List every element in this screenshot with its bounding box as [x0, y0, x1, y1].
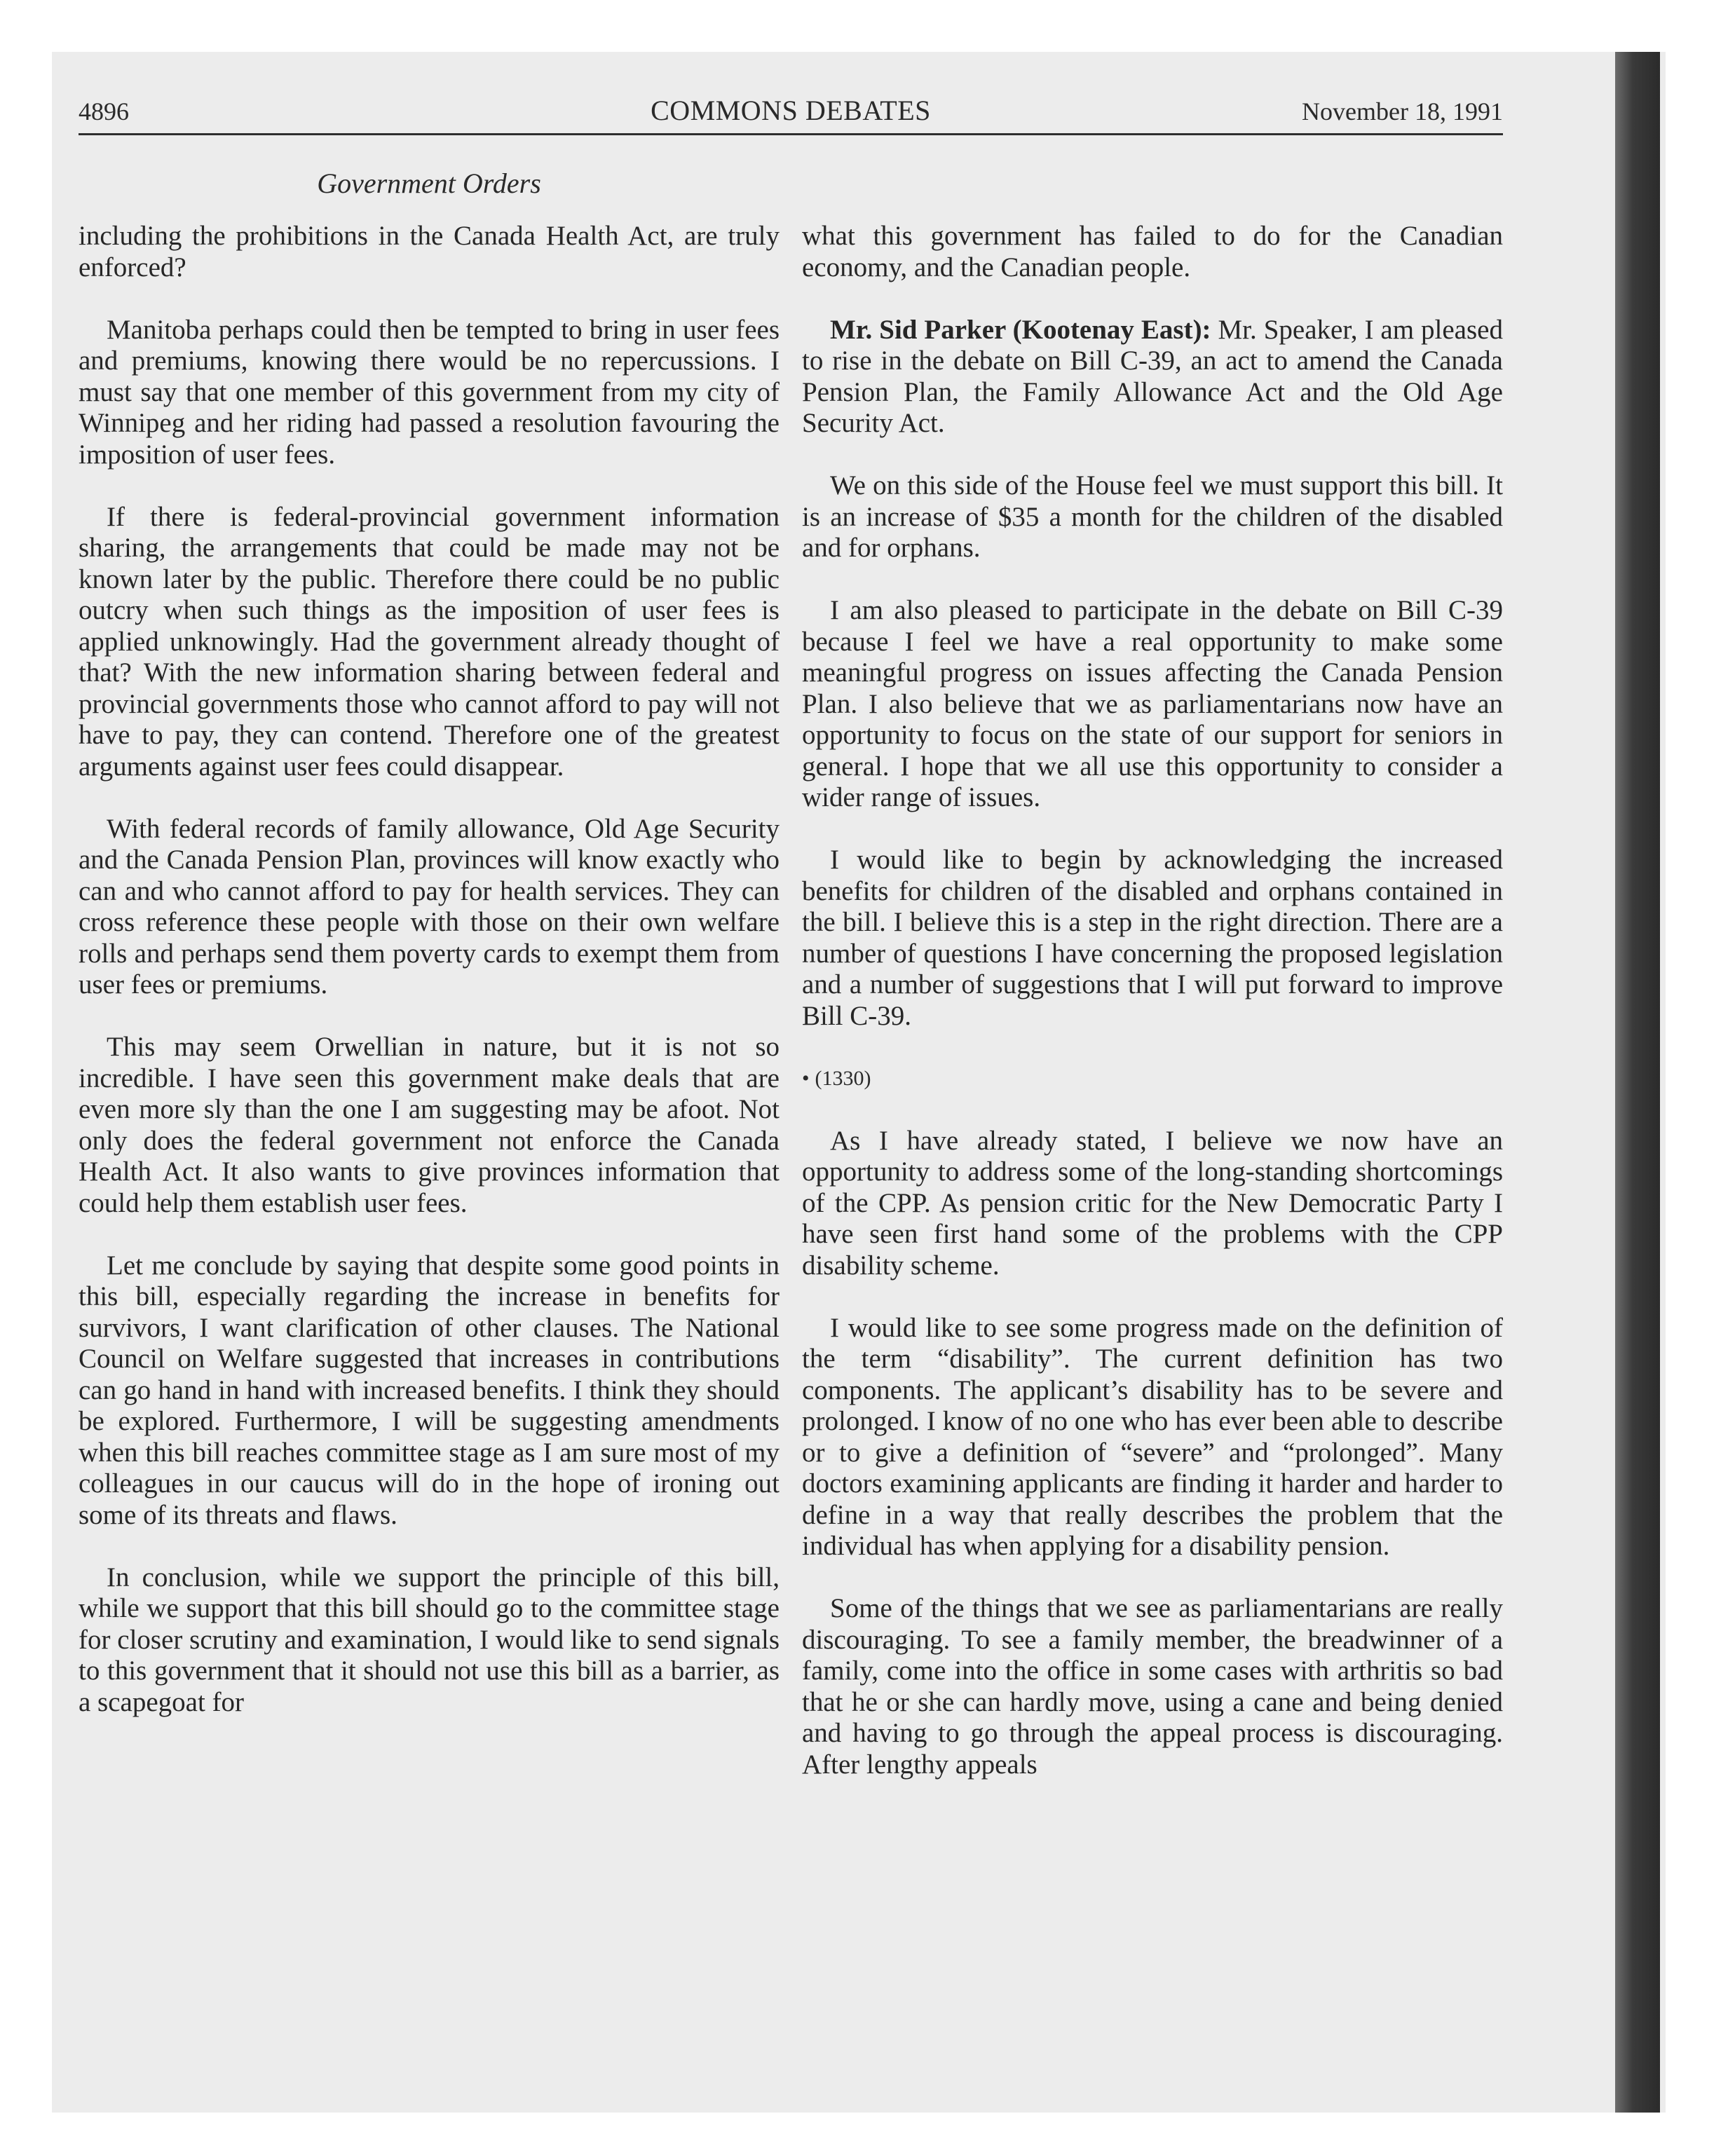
page-header — [79, 91, 1503, 133]
speech-paragraph — [802, 315, 1503, 439]
paragraph: With federal records of family allowance, Old Age Security and the Canada Pension Plan, provinces will know exactly who can and who cannot afford to pay for health services. They can cross reference these people with those on their own welfare rolls and perhaps send them poverty cards to exempt them from user fees or premiums. — [79, 813, 780, 999]
paragraph: what this government has failed to do for the Canadian economy, and the Canadian people. — [802, 221, 1503, 282]
paragraph: I would like to begin by acknowledging the increased benefits for children of the disabled and orphans contained in the bill. I believe this is a step in the right direction. There are a number of questions I have concerning the proposed legislation and a number of suggestions that I will put forward to improve Bill C-39. — [802, 845, 1503, 1031]
scan-edge-shadow — [1615, 52, 1660, 2113]
section-label: Government Orders — [317, 168, 541, 199]
header-date: November 18, 1991 — [1302, 97, 1503, 125]
paragraph: Some of the things that we see as parliamentarians are really discouraging. To see a family member, the breadwinner of a family, come into the office in some cases with arthritis so bad that he or she can hardly move, using a cane and being denied and having to go through the appeal process is discouraging. After lengthy appeals — [802, 1593, 1503, 1780]
paragraph: including the prohibitions in the Canada Health Act, are truly enforced? — [79, 221, 780, 282]
paragraph: If there is federal-provincial government information sharing, the arrangements that could be made may not be known later by the public. Therefore there could be no public outcry when such things as the imposition of user fees is applied unknowingly. Had the government already thought of that? With the new information sharing between federal and provincial governments those who cannot afford to pay will not have to pay, they can contend. Therefore one of the greatest arguments against user fees could disappear. — [79, 501, 780, 782]
paragraph: This may seem Orwellian in nature, but it is not so incredible. I have seen this government make deals that are even more sly than the one I am suggesting may be afoot. Not only does the federal government not enforce the Canada Health Act. It also wants to give provinces information that could help them establish user fees. — [79, 1032, 780, 1218]
speaker-name: Mr. Sid Parker (Kootenay East): — [830, 314, 1211, 345]
paragraph: We on this side of the House feel we must support this bill. It is an increase of $35 a month for the children of the disabled and for orphans. — [802, 470, 1503, 563]
paragraph: Manitoba perhaps could then be tempted to bring in user fees and premiums, knowing there would be no repercussions. I must say that one member of this government from my city of Winnipeg and her riding had passed a resolution favouring the imposition of user fees. — [79, 314, 780, 470]
paragraph: In conclusion, while we support the principle of this bill, while we support that this bill should go to the committee stage for closer scrutiny and examination, I would like to send signals to this government that it should not use this bill as a barrier, as a scapegoat for — [79, 1562, 780, 1717]
journal-title: COMMONS DEBATES — [651, 95, 931, 126]
paragraph: I would like to see some progress made on the definition of the term “disability”. The current definition has two components. The applicant’s disability has to be severe and prolonged. I know of no one who has ever been able to describe or to give a definition of “severe” and “prolonged”. Many doctors examining applicants are finding it harder and harder to define in a way that really describes the problem that the individual has when applying for a disability pension. — [802, 1312, 1503, 1561]
bullet-icon: • — [802, 1066, 810, 1090]
speech-text: Mr. Speaker, I am pleased to rise in the debate on Bill C-39, an act to amend the Canada Pension Plan, the Family Allowance Act and the Old Age Security Act. — [802, 314, 1503, 438]
right-column — [802, 221, 1503, 1812]
page-number: 4896 — [79, 97, 129, 125]
time-marker — [802, 1063, 1503, 1095]
left-column — [79, 221, 780, 1749]
header-rule — [79, 133, 1503, 135]
paragraph: As I have already stated, I believe we now have an opportunity to address some of the long-standing shortcomings of the CPP. As pension critic for the New Democratic Party I have seen first hand some of the problems with the CPP disability scheme. — [802, 1125, 1503, 1281]
time-marker-text: (1330) — [815, 1066, 871, 1090]
paragraph: I am also pleased to participate in the debate on Bill C-39 because I feel we have a real opportunity to make some meaningful progress on issues affecting the Canada Pension Plan. I also believe that we as parliamentarians now have an opportunity to focus on the state of our support for seniors in general. I hope that we all use this opportunity to consider a wider range of issues. — [802, 595, 1503, 812]
paragraph: Let me conclude by saying that despite some good points in this bill, especially regarding the increase in benefits for survivors, I want clarification of other clauses. The National Council on Welfare suggested that increases in contributions can go hand in hand with increased benefits. I think they should be explored. Furthermore, I will be suggesting amendments when this bill reaches committee stage as I am sure most of my colleagues in our caucus will do in the hope of ironing out some of its threats and flaws. — [79, 1250, 780, 1530]
